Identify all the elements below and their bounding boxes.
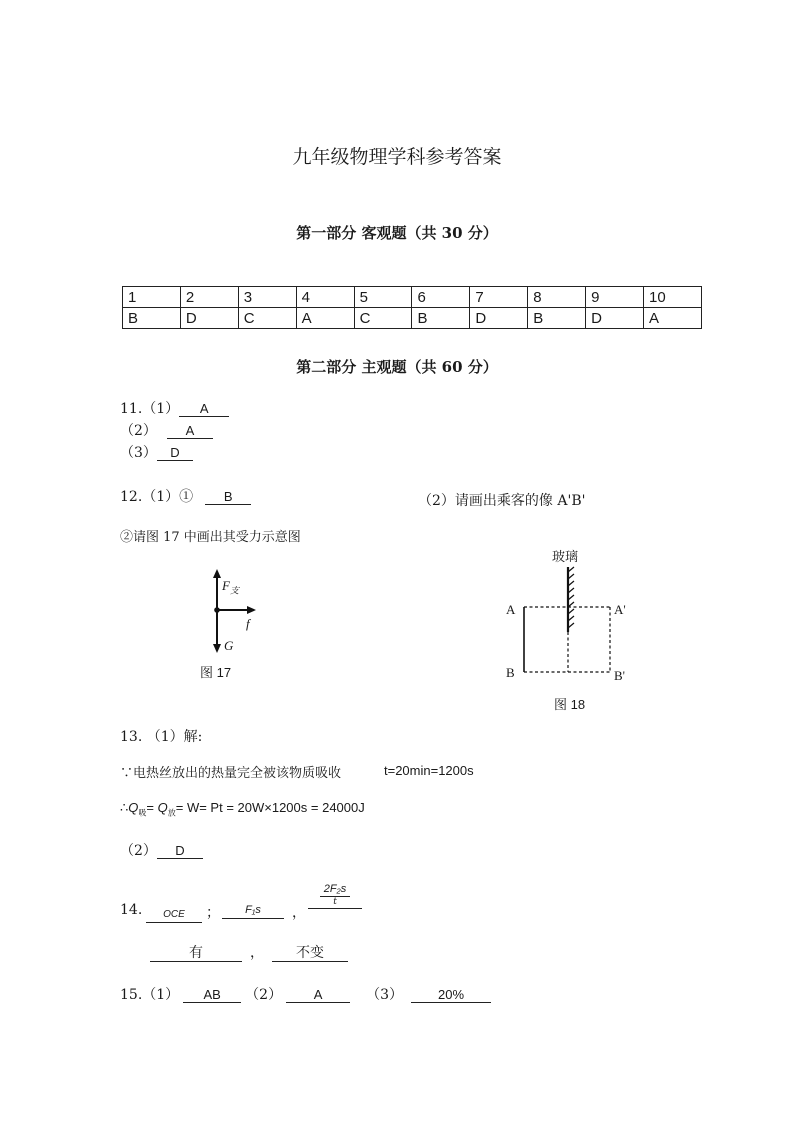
q14-answer-2-wrap bbox=[222, 898, 284, 919]
table-cell: D bbox=[586, 308, 644, 329]
q14-answer-1-wrap bbox=[146, 902, 202, 923]
q14-sep3: ， bbox=[250, 945, 264, 961]
q12-part2: （2）请画出乘客的像 A'B' bbox=[418, 493, 586, 509]
table-cell: 3 bbox=[238, 287, 296, 308]
table-cell: B bbox=[528, 308, 586, 329]
heat-released-subscript: 放 bbox=[167, 808, 176, 818]
gravity-label: G bbox=[224, 638, 234, 653]
q11-line2 bbox=[120, 420, 213, 440]
q14-sep2: ， bbox=[292, 905, 306, 921]
table-cell: 5 bbox=[354, 287, 412, 308]
table-cell: 8 bbox=[528, 287, 586, 308]
q14-line2 bbox=[150, 942, 348, 962]
point-b-label: B bbox=[506, 665, 515, 680]
table-cell: 2 bbox=[180, 287, 238, 308]
glass-label: 玻璃 bbox=[552, 549, 579, 564]
friction-label: f bbox=[246, 616, 250, 631]
q14-answer-3-denominator: t bbox=[308, 897, 362, 909]
q13-label: 13. （1）解: bbox=[120, 729, 203, 745]
q11-line3 bbox=[120, 442, 193, 462]
q11-answer-3: D bbox=[157, 445, 193, 461]
q13-label-2: （2） bbox=[120, 843, 157, 859]
q12-sub2: ②请图 17 中画出其受力示意图 bbox=[120, 530, 301, 545]
q14-answer-2: F₁s bbox=[222, 903, 284, 919]
table-cell: B bbox=[123, 308, 181, 329]
figure17-caption: 图 17 bbox=[200, 665, 232, 680]
table-cell: D bbox=[180, 308, 238, 329]
support-force-label bbox=[222, 578, 239, 597]
q13-time: t=20min=1200s bbox=[384, 763, 474, 778]
q14-answer-5: 不变 bbox=[272, 946, 348, 962]
point-b-prime-label: B' bbox=[614, 668, 626, 683]
heat-absorbed-symbol: Q bbox=[128, 800, 139, 815]
q11-label-2: （2） bbox=[120, 423, 157, 439]
q15-answer-2: A bbox=[286, 987, 350, 1003]
q15-answer-3: 20% bbox=[411, 987, 491, 1003]
q14-answer-3-numerator: 2F₂s bbox=[320, 882, 350, 897]
table-cell: 1 bbox=[123, 287, 181, 308]
q12-line1 bbox=[120, 486, 251, 506]
q12-label: 12.（1）① bbox=[120, 489, 194, 505]
q14-answer-1: OCE bbox=[146, 907, 202, 923]
heat-absorbed-subscript: 吸 bbox=[138, 808, 147, 818]
q15-answer-1: AB bbox=[183, 987, 241, 1003]
q11-label-3: （3） bbox=[120, 445, 157, 461]
q11-label: 11.（1） bbox=[120, 401, 180, 417]
q11-answer-2: A bbox=[167, 423, 213, 439]
q12-answer-1: B bbox=[205, 489, 251, 505]
q13-equation: $\therefore Q_吸= Q_放= W= Pt = 20W\times 1200s = 24000J$ bbox=[120, 800, 365, 818]
therefore-symbol: ∴ bbox=[120, 800, 129, 815]
point-a-prime-label: A' bbox=[614, 602, 626, 617]
mirror-diagram bbox=[520, 562, 620, 677]
q15-label: 15.（1） bbox=[120, 987, 180, 1003]
table-cell: D bbox=[470, 308, 528, 329]
q14-answer-3 bbox=[308, 882, 362, 909]
table-cell: 10 bbox=[644, 287, 702, 308]
table-cell: 4 bbox=[296, 287, 354, 308]
part1-heading: 第一部分 客观题（共 30 分） bbox=[296, 224, 498, 242]
table-cell: A bbox=[644, 308, 702, 329]
q14-label: 14. bbox=[120, 902, 143, 918]
table-cell: A bbox=[296, 308, 354, 329]
support-force-symbol: F bbox=[222, 578, 230, 593]
heat-released-symbol: Q bbox=[157, 800, 168, 815]
table-row-answers bbox=[123, 308, 702, 329]
q13-line2 bbox=[120, 840, 203, 860]
q13-because: ∵电热丝放出的热量完全被该物质吸收 bbox=[120, 766, 342, 781]
q13-answer-2: D bbox=[157, 843, 203, 859]
table-cell: 7 bbox=[470, 287, 528, 308]
answer-table bbox=[122, 286, 702, 329]
figure18-caption: 图 18 bbox=[554, 697, 586, 712]
table-cell: C bbox=[354, 308, 412, 329]
table-cell: C bbox=[238, 308, 296, 329]
part2-heading: 第二部分 主观题（共 60 分） bbox=[296, 358, 498, 376]
point-a-label: A bbox=[506, 602, 516, 617]
q15-label-2: （2） bbox=[245, 987, 283, 1003]
q11-answer-1: A bbox=[179, 401, 229, 417]
table-cell: 6 bbox=[412, 287, 470, 308]
q14-answer-4: 有 bbox=[150, 946, 242, 962]
table-row-numbers bbox=[123, 287, 702, 308]
table-cell: B bbox=[412, 308, 470, 329]
q15-label-3: （3） bbox=[366, 987, 404, 1003]
support-force-subscript: 支 bbox=[229, 585, 239, 596]
equation-rest: = W= Pt = 20W×1200s = 24000J bbox=[175, 800, 365, 815]
q15-line bbox=[120, 984, 491, 1004]
q11-line1 bbox=[120, 398, 229, 418]
page-title: 九年级物理学科参考答案 bbox=[292, 146, 502, 168]
table-cell: 9 bbox=[586, 287, 644, 308]
q14-sep1: ； bbox=[206, 905, 220, 921]
